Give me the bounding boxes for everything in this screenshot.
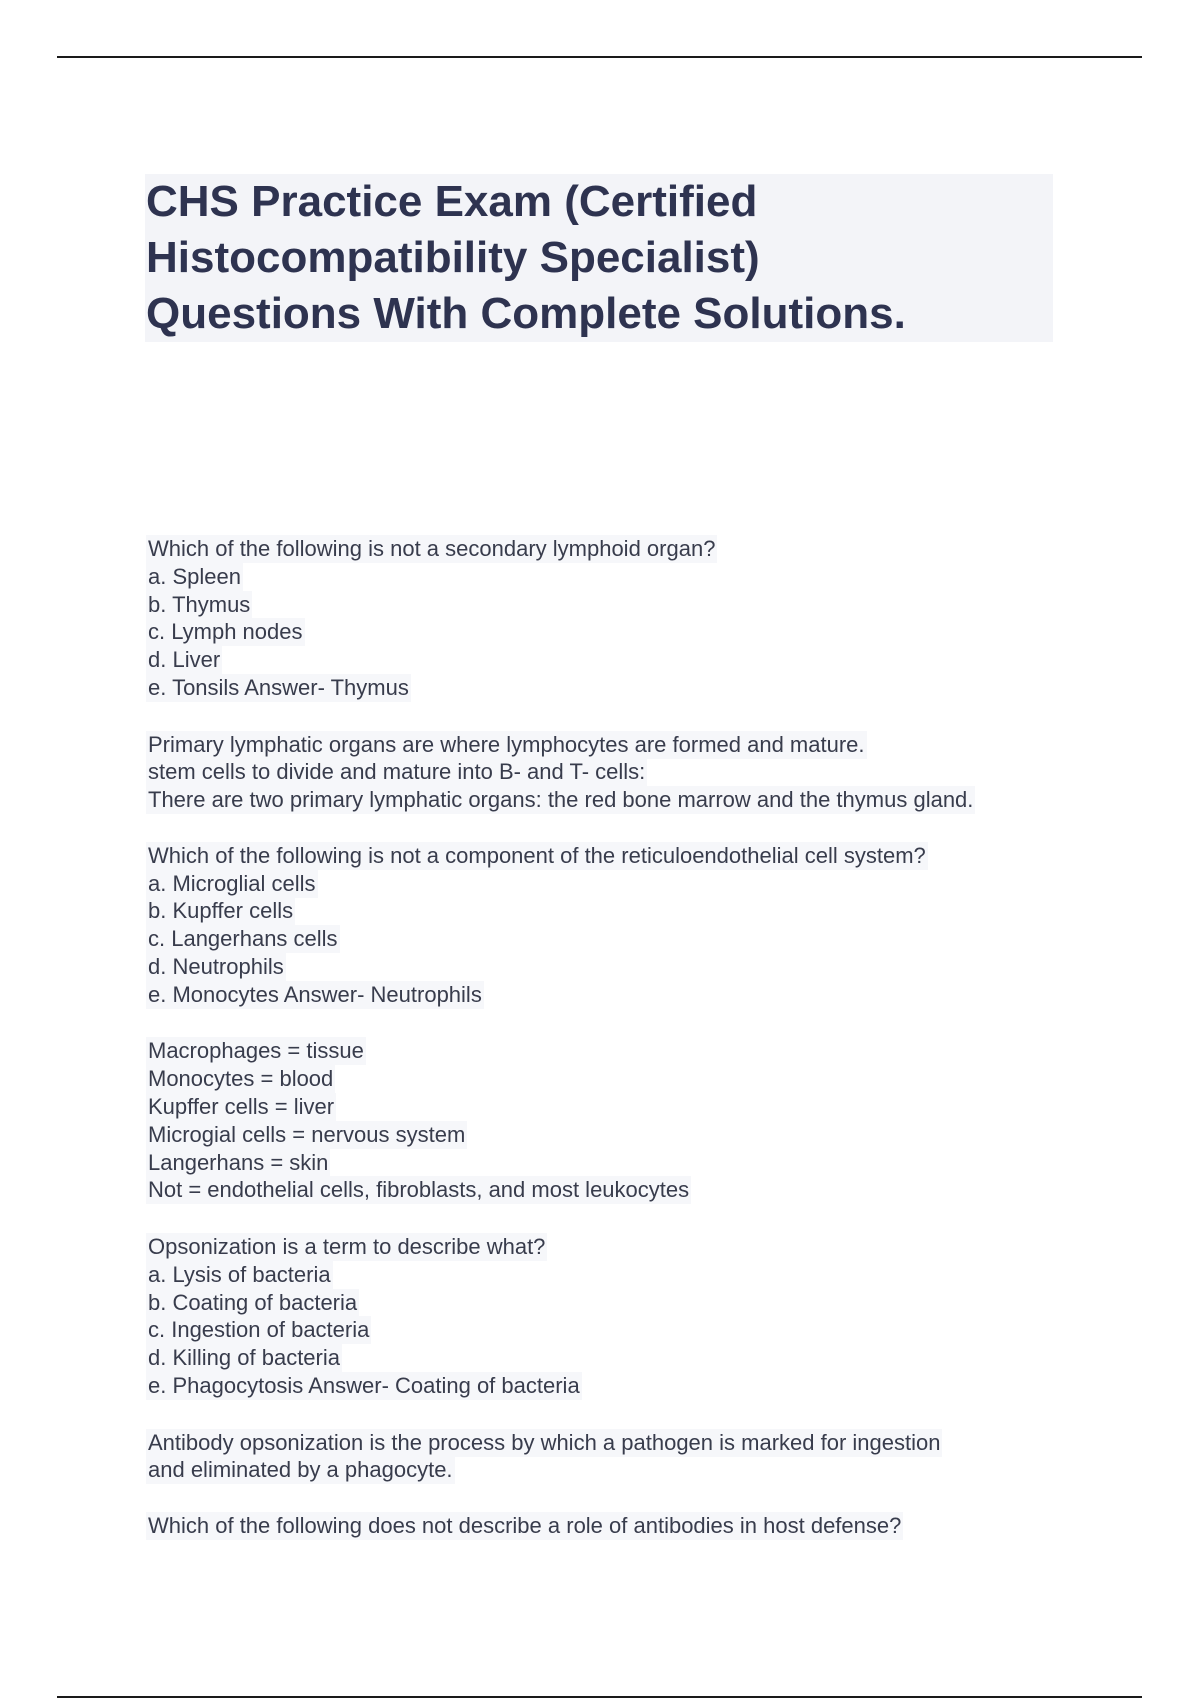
explanation-2-line-3: Kupffer cells = liver xyxy=(148,1094,335,1119)
explanation-1-line-2: stem cells to divide and mature into B- and T- cells: xyxy=(148,759,646,784)
explanation-1-line-1: Primary lymphatic organs are where lymphocytes are formed and mature. xyxy=(148,732,865,757)
question-2-option-e-answer: e. Monocytes Answer- Neutrophils xyxy=(148,982,482,1007)
document-title-line-2: Histocompatibility Specialist) xyxy=(146,233,760,282)
explanation-2-line-1: Macrophages = tissue xyxy=(148,1038,364,1063)
question-3-option-d: d. Killing of bacteria xyxy=(148,1345,340,1370)
explanation-3-line-2: and eliminated by a phagocyte. xyxy=(148,1457,453,1482)
explanation-3-line-1: Antibody opsonization is the process by which a pathogen is marked for ingestion xyxy=(148,1430,941,1455)
question-3-option-b: b. Coating of bacteria xyxy=(148,1290,358,1315)
question-1-option-d: d. Liver xyxy=(148,647,221,672)
question-3-option-c: c. Ingestion of bacteria xyxy=(148,1317,370,1342)
question-2-option-a: a. Microglial cells xyxy=(148,871,316,896)
question-1-option-e-answer: e. Tonsils Answer- Thymus xyxy=(148,675,409,700)
question-4-text: Which of the following does not describe a role of antibodies in host defense? xyxy=(148,1513,902,1538)
document-title-line-1: CHS Practice Exam (Certified xyxy=(146,177,758,226)
question-2-option-c: c. Langerhans cells xyxy=(148,926,338,951)
question-2-option-b: b. Kupffer cells xyxy=(148,898,294,923)
question-2-option-d: d. Neutrophils xyxy=(148,954,284,979)
question-3-option-e-answer: e. Phagocytosis Answer- Coating of bacteria xyxy=(148,1373,580,1398)
explanation-2-line-5: Langerhans = skin xyxy=(148,1150,329,1175)
question-1-option-a: a. Spleen xyxy=(148,564,241,589)
explanation-2-line-6: Not = endothelial cells, fibroblasts, and most leukocytes xyxy=(148,1177,690,1202)
question-1-option-b: b. Thymus xyxy=(148,592,251,617)
explanation-2-line-4: Microgial cells = nervous system xyxy=(148,1122,466,1147)
document-title-line-3: Questions With Complete Solutions. xyxy=(146,289,906,338)
question-1-text: Which of the following is not a secondary lymphoid organ? xyxy=(148,536,716,561)
explanation-2-line-2: Monocytes = blood xyxy=(148,1066,334,1091)
explanation-1-line-3: There are two primary lymphatic organs: the red bone marrow and the thymus gland. xyxy=(148,787,974,812)
question-1-option-c: c. Lymph nodes xyxy=(148,619,303,644)
footer-rule xyxy=(57,1696,1142,1698)
question-3-text: Opsonization is a term to describe what? xyxy=(148,1234,546,1259)
question-3-option-a: a. Lysis of bacteria xyxy=(148,1262,331,1287)
header-rule xyxy=(57,56,1142,58)
question-2-text: Which of the following is not a component of the reticuloendothelial cell system? xyxy=(148,843,926,868)
